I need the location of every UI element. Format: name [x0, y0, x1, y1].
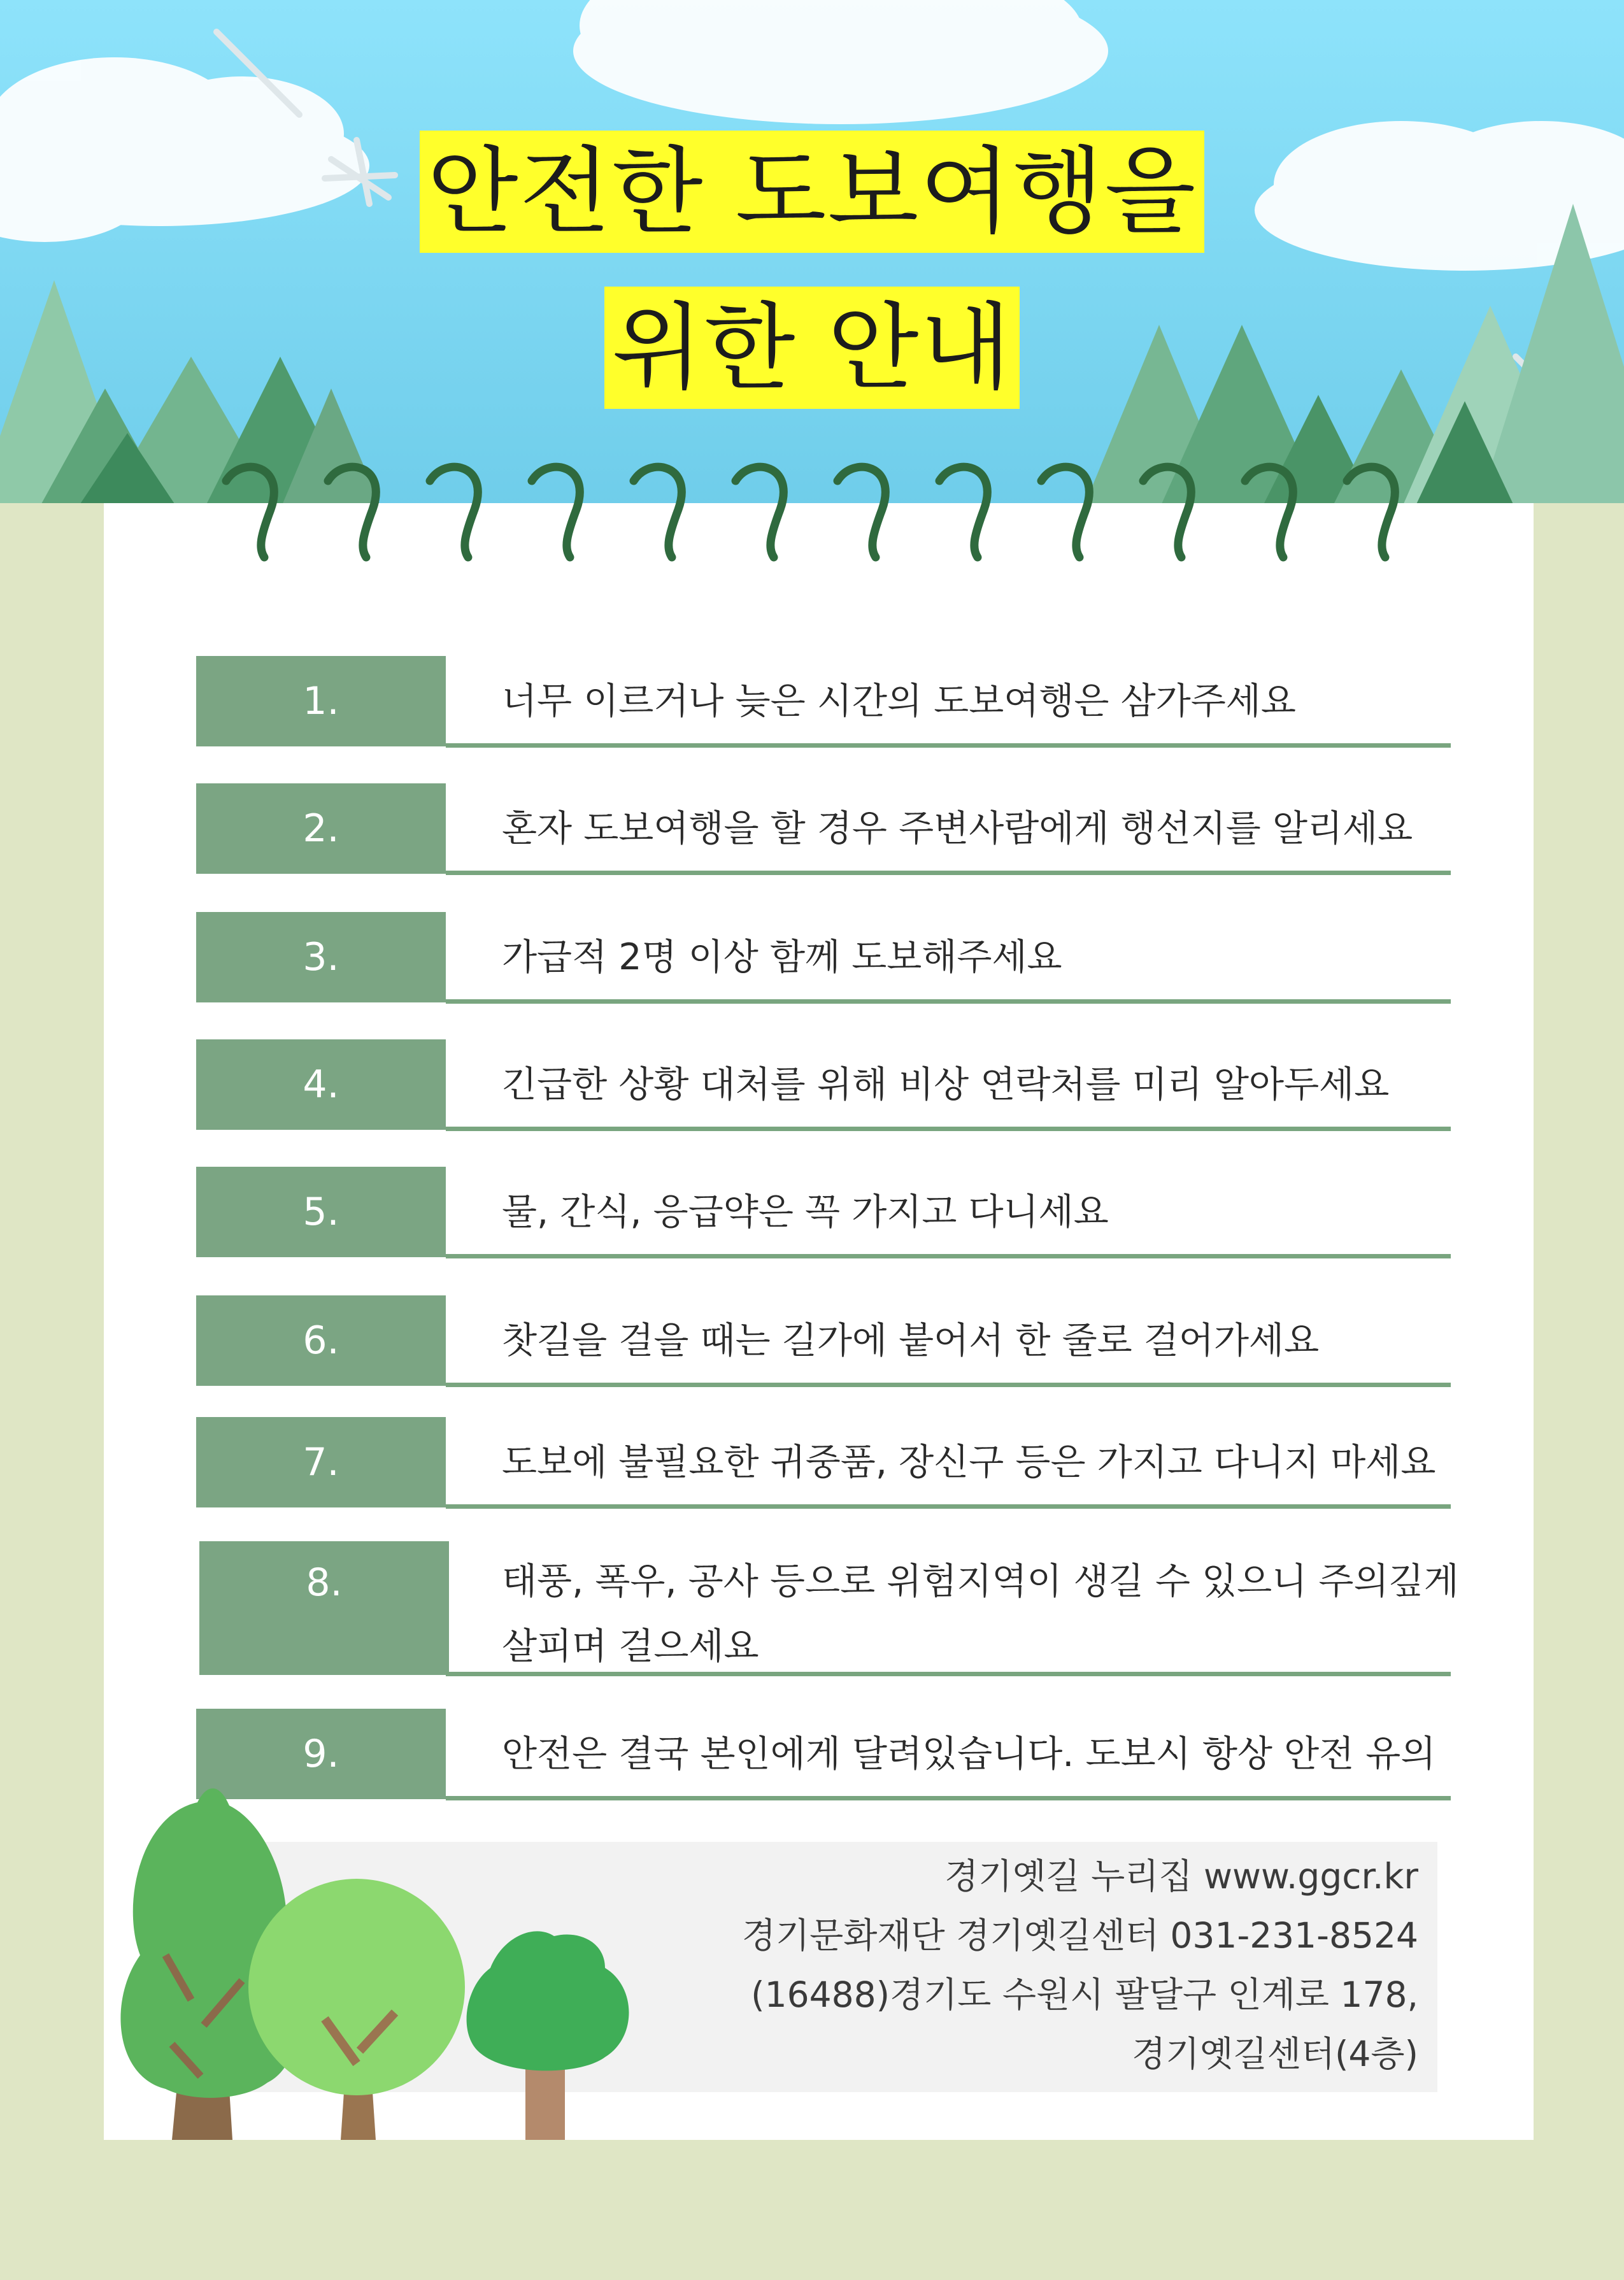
spiral-ring-icon: [736, 467, 783, 557]
item-underline: [446, 1127, 1451, 1131]
item-text: 도보에 불필요한 귀중품, 장신구 등은 가지고 다니지 마세요: [502, 1441, 1436, 1483]
tree-icon: [248, 1879, 465, 2140]
spiral-ring-icon: [1245, 467, 1293, 557]
item-underline: [446, 1383, 1451, 1387]
list-item: [196, 656, 1451, 748]
item-underline: [446, 743, 1451, 748]
item-number: 2.: [196, 783, 446, 874]
title-line-1: [0, 131, 1624, 253]
page-subtitle: 위한 안내: [604, 287, 1020, 409]
spiral-ring-icon: [328, 467, 376, 557]
spiral-ring-icon: [532, 467, 580, 557]
address-line-2: 경기옛길센터(4층): [1132, 2034, 1418, 2074]
item-number: 9.: [196, 1709, 446, 1799]
spiral-ring-icon: [837, 467, 885, 557]
spiral-ring-icon: [1143, 467, 1191, 557]
item-number: 8.: [199, 1541, 449, 1675]
list-item: [196, 783, 1451, 876]
item-text: 물, 간식, 응급약은 꼭 가지고 다니세요: [502, 1191, 1109, 1233]
item-number: 7.: [196, 1417, 446, 1507]
list-item: [196, 1167, 1451, 1259]
item-text: 태풍, 폭우, 공사 등으로 위험지역이 생길 수 있으니 주의깊게: [502, 1560, 1459, 1602]
list-item: [196, 1541, 1459, 1678]
spiral-ring-icon: [226, 467, 274, 557]
website-line: 경기옛길 누리집 www.ggcr.kr: [944, 1856, 1418, 1897]
item-text: 혼자 도보여행을 할 경우 주변사람에게 행선지를 알리세요: [502, 808, 1413, 850]
address-line: (16488)경기도 수원시 팔달구 인계로 178,: [751, 1974, 1418, 2015]
item-number: 6.: [196, 1295, 446, 1386]
list-item: [196, 1295, 1451, 1388]
phone-line: 경기문화재단 경기옛길센터 031-231-8524: [741, 1915, 1418, 1956]
item-underline: [446, 871, 1451, 875]
item-number: 1.: [196, 656, 446, 746]
list-item: [196, 1039, 1451, 1132]
item-number: 5.: [196, 1167, 446, 1257]
item-text: 긴급한 상황 대처를 위해 비상 연락처를 미리 알아두세요: [502, 1064, 1390, 1106]
item-underline: [446, 1504, 1451, 1509]
item-number: 4.: [196, 1039, 446, 1130]
item-text-continued: 살피며 걸으세요: [502, 1625, 759, 1667]
item-text: 너무 이르거나 늦은 시간의 도보여행은 삼가주세요: [502, 680, 1296, 722]
item-underline: [446, 999, 1451, 1004]
page-title: 안전한 도보여행을: [420, 131, 1205, 253]
item-text: 가급적 2명 이상 함께 도보해주세요: [502, 936, 1062, 978]
spiral-ring-icon: [634, 467, 681, 557]
spiral-ring-icon: [1347, 467, 1395, 557]
tree-icon: [467, 1931, 629, 2140]
item-underline: [446, 1672, 1451, 1676]
item-underline: [446, 1254, 1451, 1258]
spiral-ring-icon: [939, 467, 987, 557]
list-item: [196, 1417, 1451, 1509]
item-number: 3.: [196, 912, 446, 1002]
item-text: 안전은 결국 본인에게 달려있습니다. 도보시 항상 안전 유의: [502, 1733, 1436, 1775]
item-text: 찻길을 걸을 때는 길가에 붙어서 한 줄로 걸어가세요: [502, 1320, 1320, 1362]
title-line-2: [0, 287, 1624, 409]
list-item: [196, 912, 1451, 1004]
spiral-binding: [0, 446, 1624, 573]
sky-forest-header: [0, 0, 1624, 509]
spiral-ring-icon: [1041, 467, 1089, 557]
spiral-ring-icon: [430, 467, 478, 557]
trees-illustration: [96, 1745, 669, 2153]
